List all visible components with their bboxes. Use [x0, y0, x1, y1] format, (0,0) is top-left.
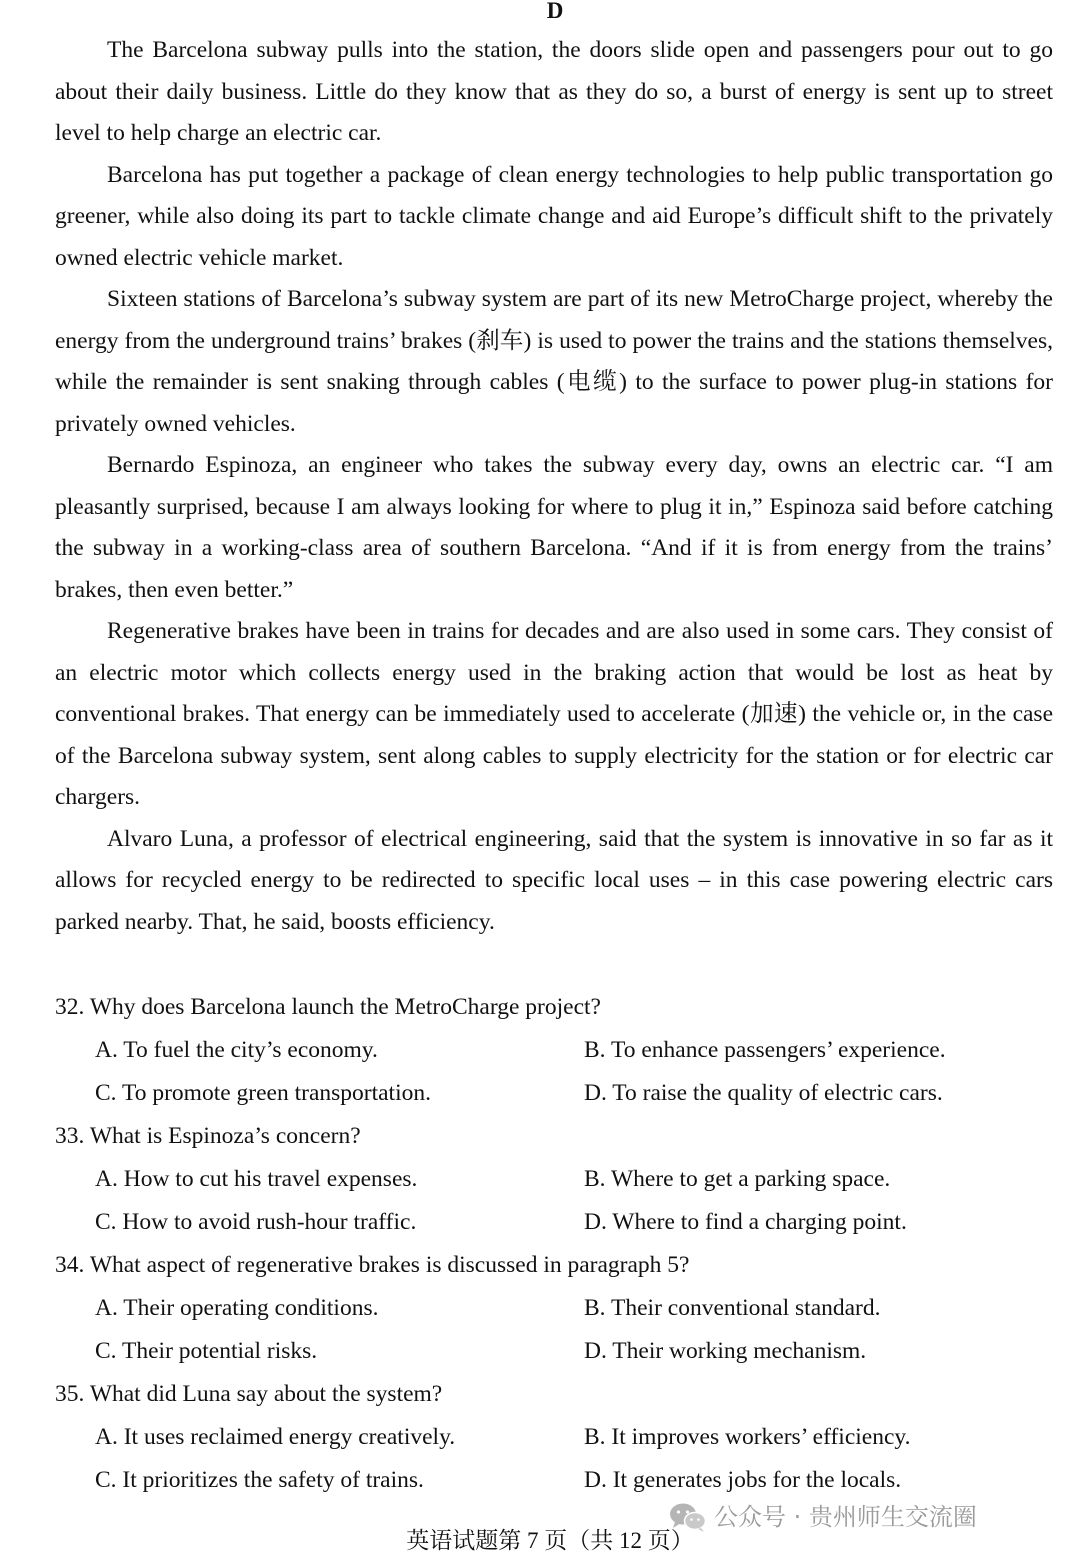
option-grid	[95, 1029, 1053, 1115]
option-a: A. Their operating conditions.	[95, 1295, 379, 1321]
question-33	[55, 1115, 1053, 1244]
paragraph-1: The Barcelona subway pulls into the station, the doors slide open and passengers pour out to go about their daily business. Little do they know that as they do so, a burst of energy is sent up to street level to help charge an electric car.	[55, 37, 1053, 146]
option-d: D. To raise the quality of electric cars.	[584, 1080, 943, 1106]
reading-passage	[55, 30, 1053, 943]
question-34	[55, 1244, 1053, 1373]
question-stem: 34. What aspect of regenerative brakes is discussed in paragraph 5?	[55, 1252, 690, 1278]
question-35	[55, 1373, 1053, 1502]
option-c: C. To promote green transportation.	[95, 1080, 431, 1106]
section-letter: D	[546, 0, 564, 23]
question-stem: 33. What is Espinoza’s concern?	[55, 1123, 361, 1149]
option-d: D. Where to find a charging point.	[584, 1209, 907, 1235]
paragraph-2: Barcelona has put together a package of clean energy technologies to help public transportation go greener, while also doing its part to tackle climate change and aid Europe’s difficult shift to the privately owned electric vehicle market.	[55, 161, 1053, 271]
option-c: C. Their potential risks.	[95, 1338, 318, 1364]
question-list	[55, 986, 1053, 1502]
option-b: B. Where to get a parking space.	[584, 1166, 891, 1192]
paragraph-6: Alvaro Luna, a professor of electrical engineering, said that the system is innovative in so far as it allows for recycled energy to be redirected to specific local uses – in this case powering electric cars parked nearby. That, he said, boosts efficiency.	[55, 825, 1053, 935]
option-b: B. Their conventional standard.	[584, 1295, 881, 1321]
question-stem: 35. What did Luna say about the system?	[55, 1381, 443, 1407]
page-footer: 英语试题第 7 页（共 12 页）	[406, 1528, 694, 1553]
option-b: B. It improves workers’ efficiency.	[584, 1424, 911, 1450]
option-d: D. It generates jobs for the locals.	[584, 1467, 902, 1493]
paragraph-5: Regenerative brakes have been in trains for decades and are also used in some cars. They consist of an electric motor which collects energy used in the braking action that would be lost as heat by conventional brakes. That energy can be immediately used to accelerate (加速) the vehicle or, in the case of the Barcelona subway system, sent along cables to supply electricity for the station or for electric car chargers.	[55, 618, 1053, 810]
paragraph-3: Sixteen stations of Barcelona’s subway system are part of its new MetroCharge project, whereby the energy from the underground trains’ brakes (刹车) is used to power the trains and the stations themselves, while the remainder is sent snaking through cables (电缆) to the surface to power plug-in stations for privately owned vehicles.	[55, 286, 1053, 437]
paragraph-4: Bernardo Espinoza, an engineer who takes the subway every day, owns an electric car. “I am pleasantly surprised, because I am always looking for where to plug it in,” Espinoza said before catching the subway in a working-class area of southern Barcelona. “And if it is from energy from the trains’ brakes, then even better.”	[55, 452, 1053, 603]
option-c: C. How to avoid rush-hour traffic.	[95, 1209, 417, 1235]
option-c: C. It prioritizes the safety of trains.	[95, 1467, 424, 1493]
watermark-text: 公众号 · 贵州师生交流圈	[714, 1503, 977, 1531]
question-32	[55, 986, 1053, 1115]
option-a: A. To fuel the city’s economy.	[95, 1037, 378, 1063]
option-d: D. Their working mechanism.	[584, 1338, 867, 1364]
option-a: A. It uses reclaimed energy creatively.	[95, 1424, 456, 1450]
question-stem: 32. Why does Barcelona launch the MetroCharge project?	[55, 994, 601, 1020]
option-grid	[95, 1287, 1053, 1373]
option-grid	[95, 1416, 1053, 1502]
option-b: B. To enhance passengers’ experience.	[584, 1037, 946, 1063]
option-grid	[95, 1158, 1053, 1244]
option-a: A. How to cut his travel expenses.	[95, 1166, 418, 1192]
